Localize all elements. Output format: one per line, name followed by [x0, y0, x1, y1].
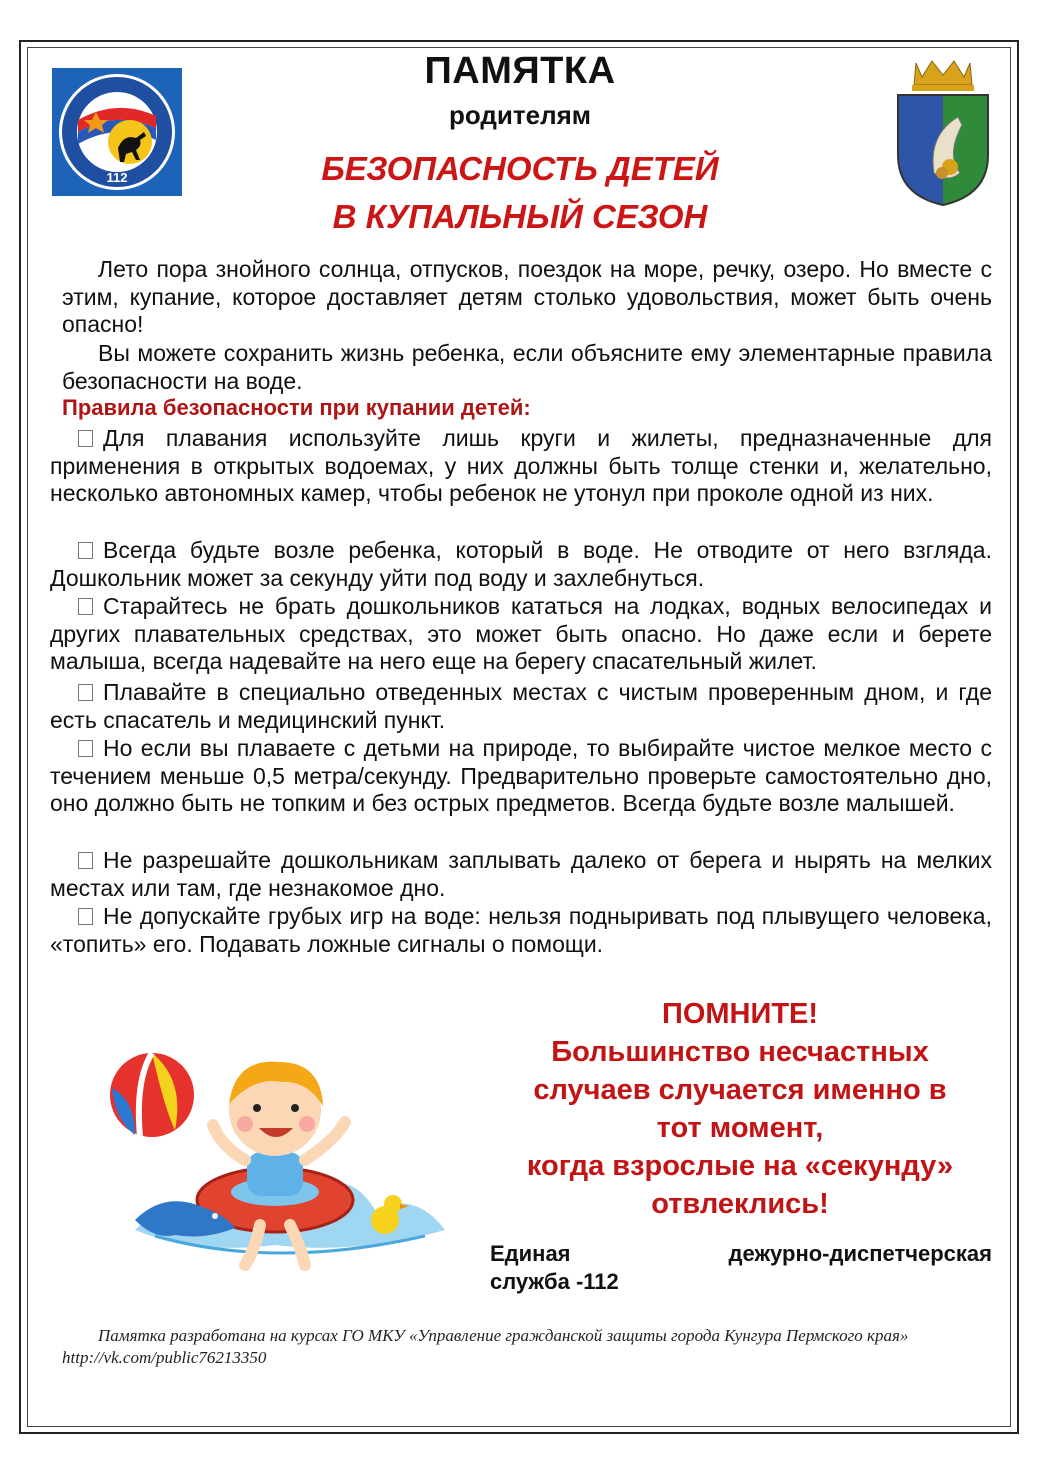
heading-line-2: В КУПАЛЬНЫЙ СЕЗОН — [332, 198, 708, 235]
page-heading — [300, 145, 740, 241]
intro-paragraph-2: Вы можете сохранить жизнь ребенка, если объясните ему элементарные правила безопасности на воде. — [62, 340, 992, 394]
page-subtitle: родителям — [448, 100, 592, 130]
rule-item: Старайтесь не брать дошкольников кататься на лодках, водных велосипедах и других плавательных средствах, это может быть опасно. Но даже если и берете малыша, всегда надевайте на него еще на берегу спасательный жилет. — [50, 593, 992, 675]
heading-line-1: БЕЗОПАСНОСТЬ ДЕТЕЙ — [321, 150, 719, 187]
swimming-child-illustration-icon — [95, 1040, 485, 1280]
bullet-box-icon — [78, 852, 93, 869]
bullet-box-icon — [78, 542, 93, 559]
service-row — [490, 1240, 992, 1268]
remember-line-6: отвлеклись! — [651, 1188, 829, 1220]
service-line-2: служба -112 — [490, 1269, 619, 1294]
coat-of-arms-icon — [888, 55, 998, 215]
intro-paragraph-1: Лето пора знойного солнца, отпусков, поездок на море, речку, озеро. Но вместе с этим, купание, которое доставляет детям столько удовольствия, может быть очень опасно! — [62, 256, 992, 338]
remember-line-1: ПОМНИТЕ! — [661, 998, 819, 1030]
rule-item: Не разрешайте дошкольникам заплывать далеко от берега и нырять на мелких местах или там, где незнакомое дно. — [50, 847, 992, 901]
service-112-emblem-icon — [52, 68, 182, 196]
rule-item: Всегда будьте возле ребенка, который в воде. Не отводите от него взгляда. Дошкольник может за секунду уйти под воду и захлебнуться. — [50, 537, 992, 591]
bullet-box-icon — [78, 684, 93, 701]
service-signature — [490, 1240, 992, 1296]
remember-line-3: случаев случается именно в — [533, 1074, 947, 1106]
service-word-2: дежурно-диспетчерская — [728, 1241, 992, 1266]
remember-line-5: когда взрослые на «секунду» — [526, 1150, 954, 1182]
rule-item: Плавайте в специально отведенных местах с чистым проверенным дном, и где есть спасатель и медицинский пункт. — [50, 679, 992, 733]
footer-note: Памятка разработана на курсах ГО МКУ «Управление гражданской защиты города Кунгура Пермского края» http://vk.com/public76213350 — [62, 1326, 909, 1367]
rule-item: Но если вы плаваете с детьми на природе, то выбирайте чистое мелкое место с течением меньше 0,5 метра/секунду. Предварительно проверьте самостоятельно дно, оно должно быть не топким и без острых предметов. Всегда будьте возле малышей. — [50, 735, 992, 817]
remember-line-4: тот момент, — [656, 1112, 824, 1144]
remember-line-2: Большинство несчастных — [551, 1036, 929, 1068]
rules-heading: Правила безопасности при купании детей: — [62, 395, 531, 420]
bullet-box-icon — [78, 740, 93, 757]
rule-item: Не допускайте грубых игр на воде: нельзя подныривать под плывущего человека, «топить» его. Подавать ложные сигналы о помощи. — [50, 903, 992, 957]
service-word-1: Единая — [490, 1241, 571, 1266]
bullet-box-icon — [78, 430, 93, 447]
remember-notice — [490, 995, 990, 1223]
rule-item: Для плавания используйте лишь круги и жилеты, предназначенные для применения в открытых водоемах, у них должны быть толще стенки и, желательно, несколько автономных камер, чтобы ребенок не утонул при проколе одной из них. — [50, 425, 992, 507]
bullet-box-icon — [78, 908, 93, 925]
page-title: ПАМЯТКА — [424, 50, 616, 92]
bullet-box-icon — [78, 598, 93, 615]
svg-text:112: 112 — [106, 170, 128, 185]
